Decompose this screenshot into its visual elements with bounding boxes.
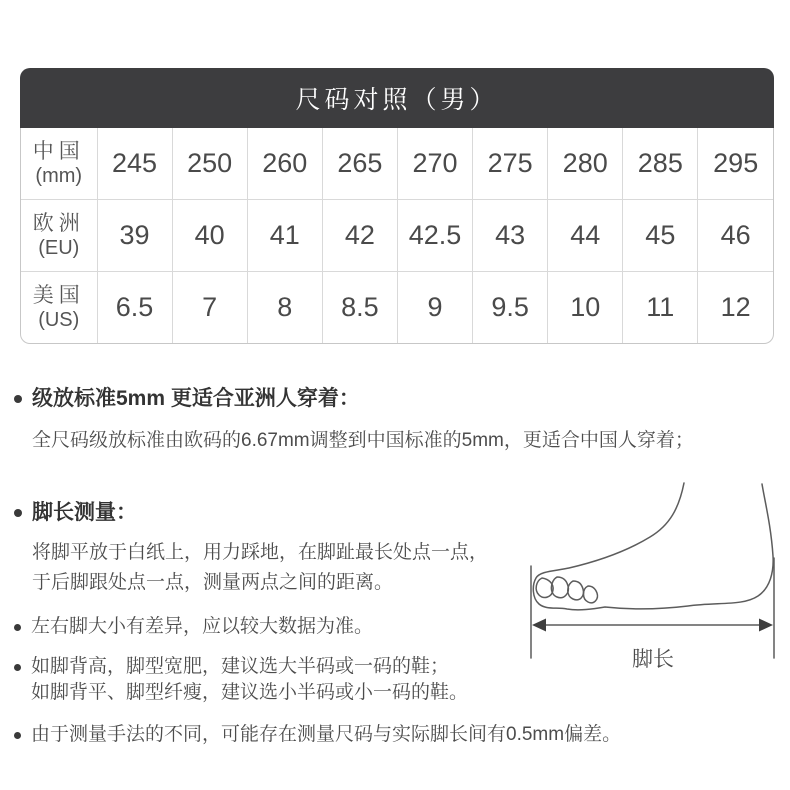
row-unit: (US) [38,309,80,331]
row-label: 美国 [32,284,85,307]
toe-curl-icon [584,586,598,603]
bullet-icon [14,509,22,517]
size-cell: 295 [698,128,773,200]
size-cell: 250 [172,128,247,200]
size-cell: 9.5 [473,272,548,344]
size-cell: 44 [548,200,623,272]
size-cell: 7 [172,272,247,344]
table-row-china [21,128,773,200]
row-unit: (EU) [38,237,80,259]
size-cell: 42.5 [397,200,472,272]
row-label: 中国 [32,140,85,163]
size-cell: 41 [247,200,322,272]
size-cell: 270 [397,128,472,200]
size-cell: 42 [322,200,397,272]
toe-curl-icon [536,578,553,597]
size-cell: 275 [473,128,548,200]
note-measure-line-1: 将脚平放于白纸上，用力踩地，在脚趾最长处点一点， [32,542,489,563]
size-cell: 40 [172,200,247,272]
size-cell: 285 [623,128,698,200]
size-cell: 11 [623,272,698,344]
bullet-icon [14,624,21,631]
foot-measurement-diagram [493,468,790,682]
note-measure-heading-text: 脚长测量： [32,501,137,524]
toe-curl-icon [568,581,584,600]
size-cell: 260 [247,128,322,200]
size-cell: 46 [698,200,773,272]
tip-deviation [14,722,776,748]
size-chart-title-bar [20,68,774,128]
size-cell: 280 [548,128,623,200]
size-cell: 43 [473,200,548,272]
note-measure-line-2: 于后脚跟处点一点，测量两点之间的距离。 [32,572,394,593]
note-grading-body [32,426,776,456]
size-cell: 45 [623,200,698,272]
size-cell: 12 [698,272,773,344]
tip-foot-shape-line-2: 如脚背平、脚型纤瘦，建议选小半码或小一码的鞋。 [31,682,469,703]
size-cell: 8.5 [322,272,397,344]
tip-text [31,654,468,706]
row-header-china [21,128,97,200]
tip-foot-difference-text: 左右脚大小有差异，应以较大数据为准。 [31,616,374,637]
note-grading-heading [14,386,776,412]
row-header-us [21,272,97,344]
size-cell: 245 [97,128,172,200]
toe-curl-icon [551,577,568,598]
row-unit: (mm) [35,165,83,187]
note-grading-heading-text: 级放标准5mm 更适合亚洲人穿着： [32,387,360,410]
bullet-icon [14,395,22,403]
tip-text [31,614,373,640]
arrowhead-right-icon [759,619,773,632]
size-cell: 265 [322,128,397,200]
arrowhead-left-icon [532,619,546,632]
note-grading-body-text: 全尺码级放标准由欧码的6.67mm调整到中国标准的5mm，更适合中国人穿着； [32,430,694,451]
foot-outline [533,483,773,610]
bullet-icon [14,664,21,671]
size-cell: 39 [97,200,172,272]
tip-foot-shape-line-1: 如脚背高，脚型宽肥，建议选大半码或一码的鞋； [31,656,450,677]
bullet-icon [14,732,21,739]
row-label: 欧洲 [32,212,85,235]
size-cell: 9 [397,272,472,344]
note-grading-standard [14,386,776,456]
tip-text [31,722,621,748]
size-table [21,128,773,343]
tip-deviation-text: 由于测量手法的不同，可能存在测量尺码与实际脚长间有0.5mm偏差。 [31,724,622,745]
foot-outline-illustration [493,468,790,682]
size-table-wrapper [20,128,774,344]
size-cell: 8 [247,272,322,344]
foot-length-label: 脚长 [632,648,674,671]
table-row-europe [21,200,773,272]
row-header-europe [21,200,97,272]
size-chart-title: 尺码对照（男） [295,86,499,114]
size-cell: 10 [548,272,623,344]
size-cell: 6.5 [97,272,172,344]
size-chart-card [20,68,774,344]
table-row-us [21,272,773,344]
